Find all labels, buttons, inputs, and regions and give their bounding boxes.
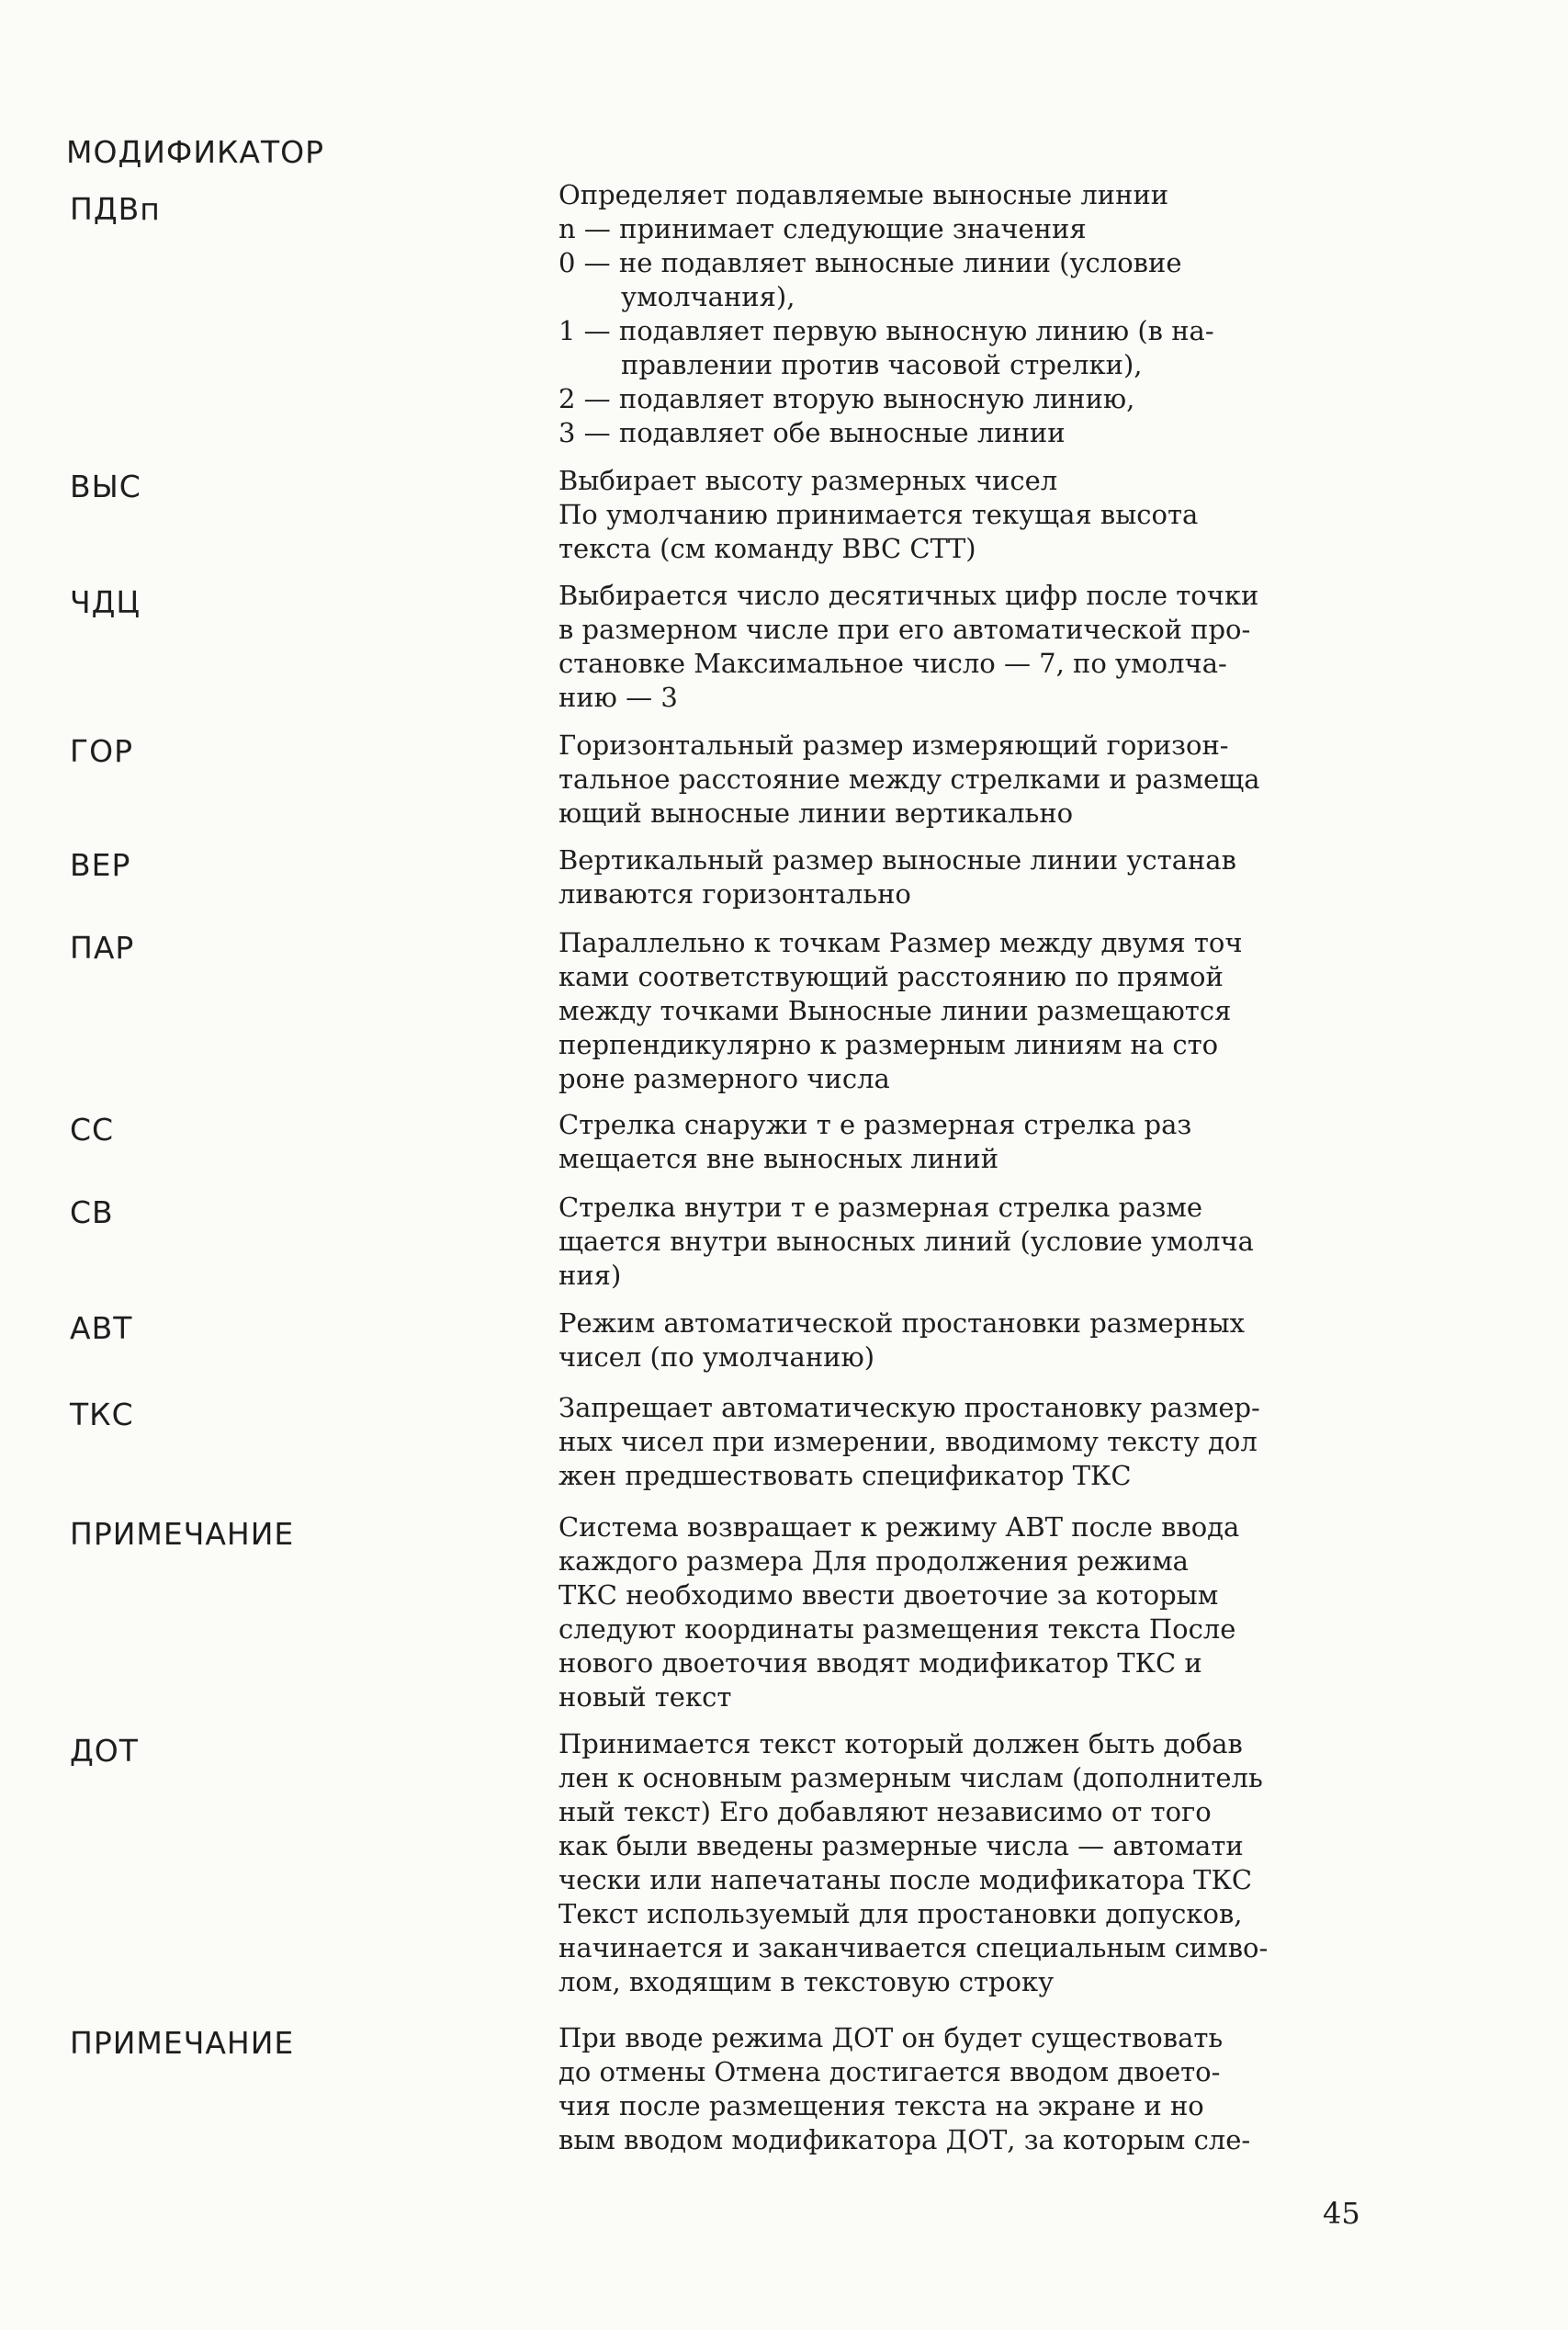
definition-chdc xyxy=(558,579,1359,715)
def-line: При вводе режима ДОТ он будет существовать xyxy=(558,2022,1224,2053)
term-par: ПАР xyxy=(70,930,135,966)
def-line: лен к основным размерным числам (дополнитель xyxy=(558,1762,1263,1793)
def-line: n — принимает следующие значения xyxy=(558,213,1087,244)
term-dot: ДОТ xyxy=(70,1733,139,1769)
def-line: ТКС необходимо ввести двоеточие за которым xyxy=(558,1579,1219,1611)
def-line: чисел (по умолчанию) xyxy=(558,1341,875,1373)
def-line: лом, входящим в текстовую строку xyxy=(558,1966,1055,1997)
def-line: ния) xyxy=(558,1260,622,1291)
definition-note-1 xyxy=(558,1510,1359,1714)
def-line: умолчания), xyxy=(621,281,795,312)
def-line: в размерном числе при его автоматической про- xyxy=(558,614,1251,645)
def-line: Определяет подавляемые выносные линии xyxy=(558,179,1169,210)
def-line: 2 — подавляет вторую выносную линию, xyxy=(558,383,1135,414)
def-line: вым вводом модификатора ДОТ, за которым сле- xyxy=(558,2124,1251,2155)
column-header: МОДИФИКАТОР xyxy=(66,134,325,170)
def-line: Запрещает автоматическую простановку размер- xyxy=(558,1392,1260,1423)
def-line: Стрелка внутри т е размерная стрелка разме xyxy=(558,1192,1203,1223)
term-ver: ВЕР xyxy=(70,847,131,883)
definition-tks xyxy=(558,1391,1359,1493)
def-line: Стрелка снаружи т е размерная стрелка раз xyxy=(558,1109,1192,1140)
term-sv: СВ xyxy=(70,1194,114,1230)
def-line: тальное расстояние между стрелками и размеща xyxy=(558,763,1260,795)
definition-ss xyxy=(558,1108,1359,1176)
def-line: 1 — подавляет первую выносную линию (в на- xyxy=(558,315,1214,346)
definition-vys xyxy=(558,464,1359,566)
def-line: ками соответствующий расстоянию по прямой xyxy=(558,961,1224,992)
def-line: жен предшествовать спецификатор ТКС xyxy=(558,1460,1132,1491)
def-line: роне размерного числа xyxy=(558,1063,890,1094)
def-line: 0 — не подавляет выносные линии (условие xyxy=(558,247,1182,278)
term-chdc: ЧДЦ xyxy=(70,584,141,620)
term-note-2: ПРИМЕЧАНИЕ xyxy=(70,2025,295,2061)
def-line: нию — 3 xyxy=(558,682,678,713)
definition-pdvn xyxy=(558,178,1359,450)
def-line: чески или напечатаны после модификатора ТКС xyxy=(558,1864,1253,1895)
def-line: как были введены размерные числа — автомати xyxy=(558,1830,1244,1861)
def-line: Система возвращает к режиму АВТ после ввода xyxy=(558,1511,1240,1543)
def-line: новый текст xyxy=(558,1681,732,1713)
def-line: перпендикулярно к размерным линиям на сто xyxy=(558,1029,1219,1060)
def-line: ливаются горизонтально xyxy=(558,878,911,910)
def-line: По умолчанию принимается текущая высота xyxy=(558,499,1199,530)
def-line: начинается и заканчивается специальным симво- xyxy=(558,1932,1269,1963)
term-pdvn: ПДВп xyxy=(70,191,161,227)
def-line: ный текст) Его добавляют независимо от того xyxy=(558,1796,1212,1827)
definition-dot xyxy=(558,1727,1359,1999)
def-line: 3 — подавляет обе выносные линии xyxy=(558,417,1066,448)
def-line: Текст используемый для простановки допусков, xyxy=(558,1898,1243,1929)
def-line: становке Максимальное число — 7, по умолча- xyxy=(558,648,1227,679)
def-line: Параллельно к точкам Размер между двумя точ xyxy=(558,927,1243,958)
def-line: до отмены Отмена достигается вводом двоето- xyxy=(558,2056,1221,2087)
def-line: Выбирается число десятичных цифр после точки xyxy=(558,580,1259,611)
term-gor: ГОР xyxy=(70,733,133,769)
term-avt: АВТ xyxy=(70,1310,133,1346)
def-line: Режим автоматической простановки размерных xyxy=(558,1307,1245,1339)
definition-avt xyxy=(558,1306,1359,1374)
def-line: ных чисел при измерении, вводимому тексту дол xyxy=(558,1426,1258,1457)
page-number: 45 xyxy=(1323,2196,1360,2231)
def-line: мещается вне выносных линий xyxy=(558,1143,999,1174)
def-line: следуют координаты размещения текста После xyxy=(558,1613,1236,1645)
term-tks: ТКС xyxy=(70,1397,134,1432)
def-line: Выбирает высоту размерных чисел xyxy=(558,465,1058,496)
term-note-1: ПРИМЕЧАНИЕ xyxy=(70,1516,295,1552)
def-line: нового двоеточия вводят модификатор ТКС и xyxy=(558,1647,1202,1679)
def-line: текста (см команду ВВС СТТ) xyxy=(558,533,976,564)
definition-sv xyxy=(558,1191,1359,1293)
def-line: правлении против часовой стрелки), xyxy=(621,349,1143,380)
def-line: ющий выносные линии вертикально xyxy=(558,797,1074,829)
def-line: Горизонтальный размер измеряющий горизон- xyxy=(558,730,1229,761)
term-vys: ВЫС xyxy=(70,469,141,504)
def-line: между точками Выносные линии размещаются xyxy=(558,995,1232,1026)
definition-ver xyxy=(558,843,1359,911)
def-line: Вертикальный размер выносные линии устанав xyxy=(558,844,1236,876)
def-line: щается внутри выносных линий (условие умолча xyxy=(558,1226,1254,1257)
definition-note-2 xyxy=(558,2021,1359,2157)
definition-gor xyxy=(558,729,1359,831)
def-line: чия после размещения текста на экране и но xyxy=(558,2090,1204,2121)
def-line: каждого размера Для продолжения режима xyxy=(558,1545,1189,1577)
def-line: Принимается текст который должен быть добав xyxy=(558,1728,1243,1759)
definition-par xyxy=(558,926,1359,1096)
term-ss: СС xyxy=(70,1112,115,1148)
